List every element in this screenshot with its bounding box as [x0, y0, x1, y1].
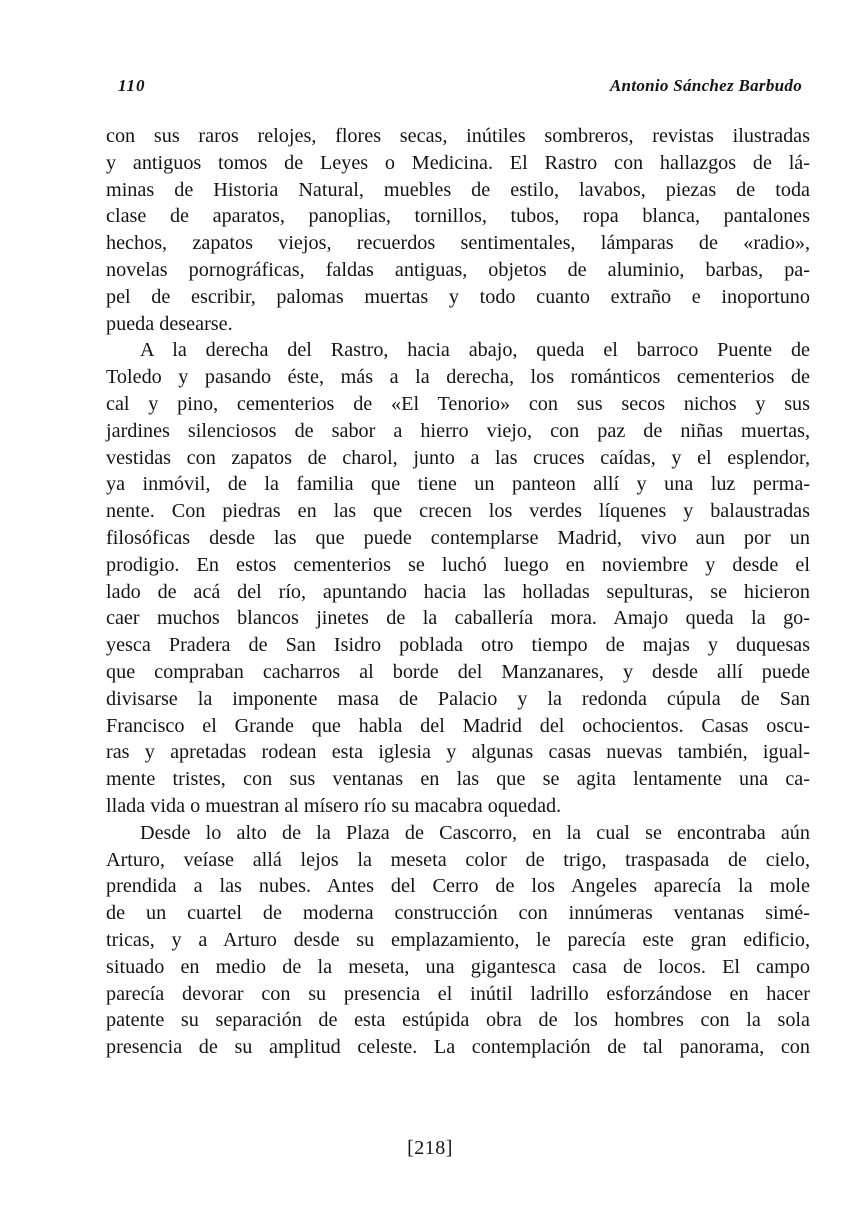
text-line: ras y apretadas rodean esta iglesia y algunas casas nuevas también, igual- — [106, 741, 810, 764]
text-line: Francisco el Grande que habla del Madrid del ochocientos. Casas oscu- — [106, 714, 810, 737]
paragraph — [106, 820, 810, 1061]
text-line: situado en medio de la meseta, una gigantesca casa de locos. El campo — [106, 955, 810, 978]
text-line: hechos, zapatos viejos, recuerdos sentimentales, lámparas de «radio», — [106, 232, 810, 255]
text-line: parecía devorar con su presencia el inútil ladrillo esforzándose en hacer — [106, 982, 810, 1005]
page-number: [218] — [407, 1137, 453, 1159]
text-line: pueda desearse. — [106, 312, 233, 335]
text-line: filosóficas desde las que puede contemplarse Madrid, vivo aun por un — [106, 526, 810, 549]
text-line: Toledo y pasando éste, más a la derecha, los románticos cementerios de — [106, 366, 810, 389]
text-line: prodigio. En estos cementerios se luchó luego en noviembre y desde el — [106, 553, 810, 576]
text-line: vestidas con zapatos de charol, junto a las cruces caídas, y el esplendor, — [106, 446, 810, 469]
text-line: A la derecha del Rastro, hacia abajo, queda el barroco Puente de — [140, 339, 810, 362]
running-header — [112, 76, 802, 102]
text-line: lado de acá del río, apuntando hacia las holladas sepulturas, se hicieron — [106, 580, 810, 603]
text-line: novelas pornográficas, faldas antiguas, objetos de aluminio, barbas, pa- — [106, 258, 810, 281]
text-line: divisarse la imponente masa de Palacio y la redonda cúpula de San — [106, 687, 810, 710]
text-line: yesca Pradera de San Isidro poblada otro tiempo de majas y duquesas — [106, 634, 810, 657]
text-line: de un cuartel de moderna construcción con innúmeras ventanas simé- — [106, 902, 810, 925]
text-line: presencia de su amplitud celeste. La contemplación de tal panorama, con — [106, 1036, 810, 1059]
text-line: patente su separación de esta estúpida obra de los hombres con la sola — [106, 1009, 810, 1032]
text-line: caer muchos blancos jinetes de la caballería mora. Amajo queda la go- — [106, 607, 810, 630]
text-line: cal y pino, cementerios de «El Tenorio» con sus secos nichos y sus — [106, 392, 810, 415]
text-line: con sus raros relojes, flores secas, inútiles sombreros, revistas ilustradas — [106, 125, 810, 147]
text-line: minas de Historia Natural, muebles de estilo, lavabos, piezas de toda — [106, 178, 810, 201]
text-line: mente tristes, con sus ventanas en las que se agita lentamente una ca- — [106, 768, 810, 791]
text-line: nente. Con piedras en las que crecen los verdes líquenes y balaustradas — [106, 500, 810, 523]
paragraph — [106, 337, 810, 819]
text-line: prendida a las nubes. Antes del Cerro de los Angeles aparecía la mole — [106, 875, 810, 898]
running-head-author: Antonio Sánchez Barbudo — [609, 76, 802, 95]
text-line: clase de aparatos, panoplias, tornillos, tubos, ropa blanca, pantalones — [106, 205, 810, 228]
text-line: Desde lo alto de la Plaza de Cascorro, en la cual se encontraba aún — [140, 821, 810, 844]
text-line: llada vida o muestran al mísero río su macabra oquedad. — [106, 794, 562, 817]
text-line: ya inmóvil, de la familia que tiene un panteon allí y una luz perma- — [106, 473, 810, 496]
body-text — [106, 123, 810, 1061]
folio-number: 110 — [118, 76, 146, 95]
text-line: que compraban cacharros al borde del Manzanares, y desde allí puede — [106, 660, 810, 683]
text-line: pel de escribir, palomas muertas y todo cuanto extraño e inoportuno — [106, 285, 810, 308]
text-line: Arturo, veíase allá lejos la meseta color de trigo, traspasada de cielo, — [106, 848, 810, 871]
paragraph — [106, 123, 810, 337]
text-line: y antiguos tomos de Leyes o Medicina. El Rastro con hallazgos de lá- — [106, 151, 810, 174]
text-line: tricas, y a Arturo desde su emplazamiento, le parecía este gran edificio, — [106, 928, 810, 951]
text-line: jardines silenciosos de sabor a hierro viejo, con paz de niñas muertas, — [106, 419, 810, 442]
